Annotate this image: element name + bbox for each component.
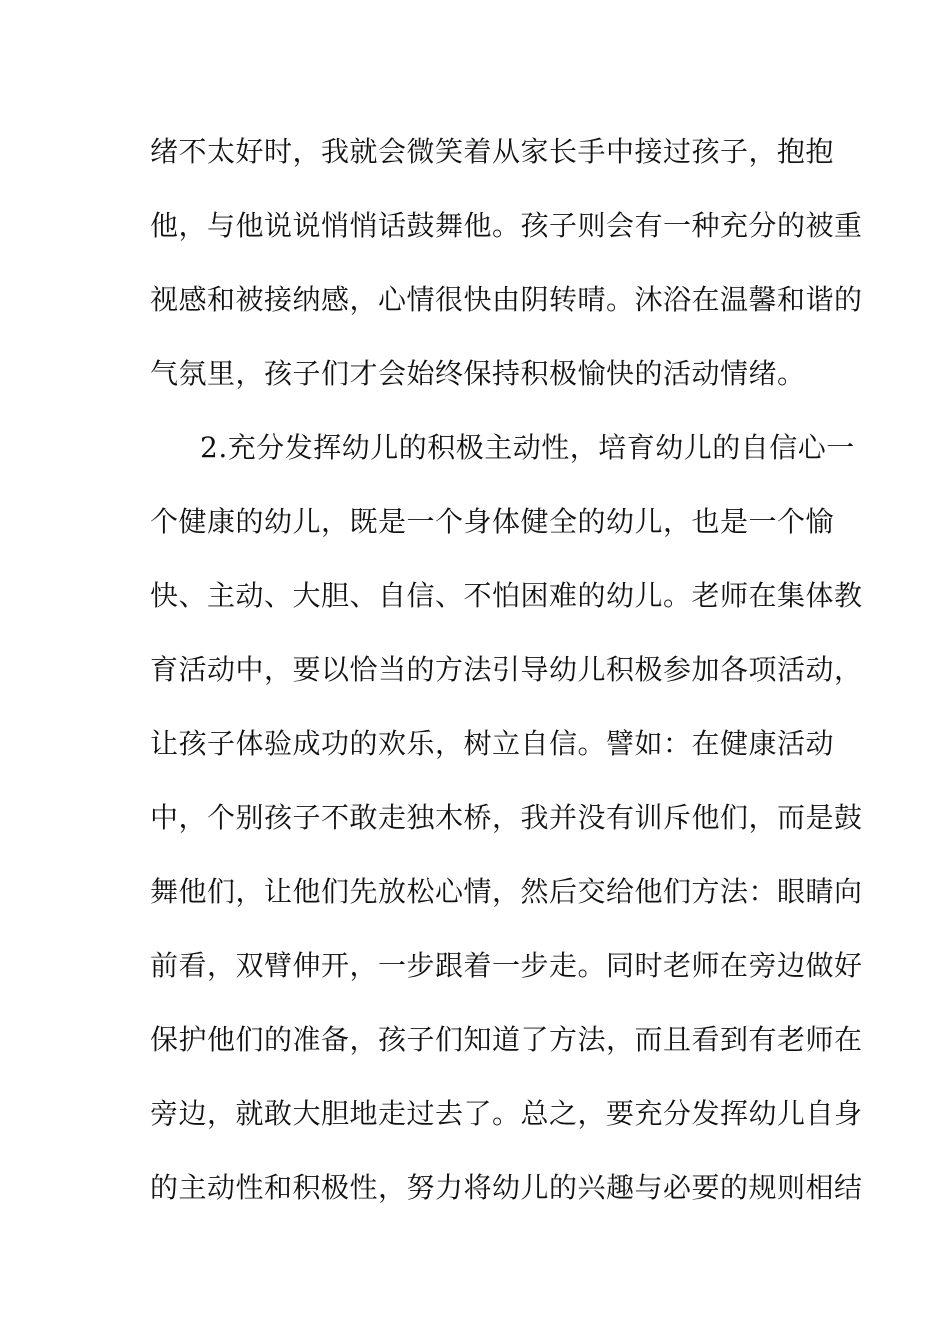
text-line: 的主动性和积极性，努力将幼儿的兴趣与必要的规则相结 [150,1171,863,1204]
text-line: 快、主动、大胆、自信、不怕困难的幼儿。老师在集体教 [150,579,863,612]
text-line: 他，与他说说悄悄话鼓舞他。孩子则会有一种充分的被重 [150,209,863,242]
section-heading-line: 2.充分发挥幼儿的积极主动性，培育幼儿的自信心一 [200,431,855,464]
text-line: 个健康的幼儿，既是一个身体健全的幼儿，也是一个愉 [150,505,835,538]
text-line: 中，个别孩子不敢走独木桥，我并没有训斥他们，而是鼓 [150,801,863,834]
text-line: 视感和被接纳感，心情很快由阴转晴。沐浴在温馨和谐的 [150,283,863,316]
text-line: 旁边，就敢大胆地走过去了。总之，要充分发挥幼儿自身 [150,1097,863,1130]
text-line: 让孩子体验成功的欢乐，树立自信。譬如：在健康活动 [150,727,835,760]
text-line: 舞他们，让他们先放松心情，然后交给他们方法：眼睛向 [150,875,863,908]
text-line: 保护他们的准备，孩子们知道了方法，而且看到有老师在 [150,1023,863,1056]
text-line: 气氛里，孩子们才会始终保持积极愉快的活动情绪。 [150,357,806,390]
text-line: 育活动中，要以恰当的方法引导幼儿积极参加各项活动， [150,653,863,686]
text-line: 前看，双臂伸开，一步跟着一步走。同时老师在旁边做好 [150,949,863,982]
text-line: 绪不太好时，我就会微笑着从家长手中接过孩子，抱抱 [150,135,835,168]
body-text [150,126,863,1236]
